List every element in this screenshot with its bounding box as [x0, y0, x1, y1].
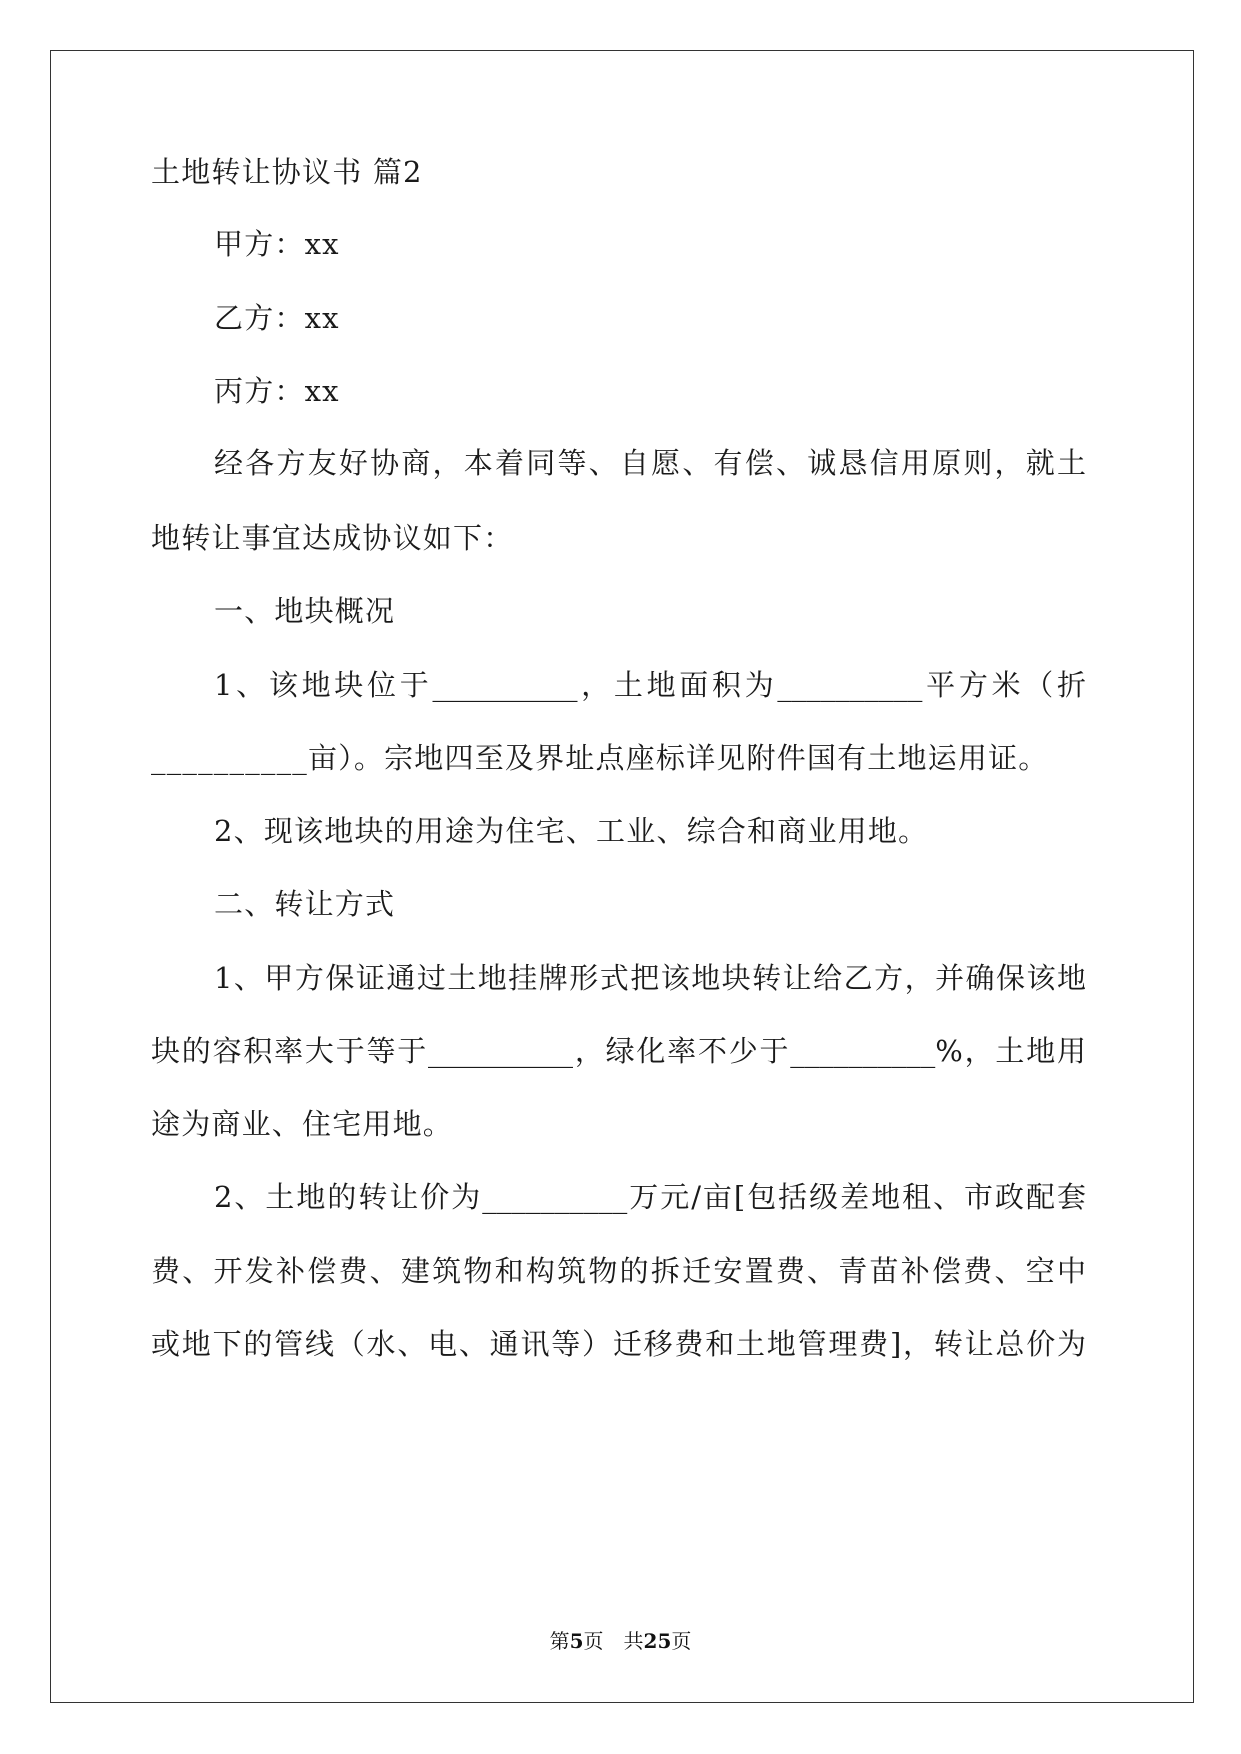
current-page-number: 5 [569, 1629, 584, 1653]
intro-paragraph-line-2: 地转让事宜达成协议如下： [151, 521, 514, 555]
s2-item1-line-3: 途为商业、住宅用地。 [151, 1107, 454, 1141]
section-1-heading: 一、地块概况 [214, 594, 396, 628]
footer-mid: 页 共 [583, 1629, 644, 1653]
s2-item2-line-2: 费、开发补偿费、建筑物和构筑物的拆迁安置费、青苗补偿费、空中 [151, 1254, 1086, 1288]
intro-paragraph-line-1: 经各方友好协商，本着同等、自愿、有偿、诚恳信用原则，就土 [214, 446, 1086, 480]
section-2-heading: 二、转让方式 [214, 887, 396, 921]
s2-item1-line-1: 1、甲方保证通过土地挂牌形式把该地块转让给乙方，并确保该地 [214, 961, 1086, 995]
s2-item1-line-2: 块的容积率大于等于__________，绿化率不少于__________%，土地用 [151, 1034, 1086, 1068]
s2-item2-line-1: 2、土地的转让价为__________万元/亩[包括级差地租、市政配套 [214, 1180, 1086, 1214]
party-b: 乙方：xx [214, 301, 340, 335]
party-a: 甲方：xx [214, 227, 340, 261]
document-title: 土地转让协议书 篇2 [151, 155, 423, 189]
total-page-number: 25 [643, 1629, 672, 1653]
party-c: 丙方：xx [214, 374, 340, 408]
s1-item2: 2、现该地块的用途为住宅、工业、综合和商业用地。 [214, 814, 929, 848]
page-footer [0, 1625, 1241, 1654]
s1-item1-line-2: __________亩）。宗地四至及界址点座标详见附件国有土地运用证。 [151, 741, 1049, 775]
footer-prefix: 第 [549, 1629, 570, 1653]
s1-item1-line-1: 1、该地块位于__________，土地面积为__________平方米（折 [214, 668, 1086, 702]
s2-item2-line-3: 或地下的管线（水、电、通讯等）迁移费和土地管理费]，转让总价为 [151, 1327, 1086, 1361]
footer-suffix: 页 [671, 1629, 692, 1653]
